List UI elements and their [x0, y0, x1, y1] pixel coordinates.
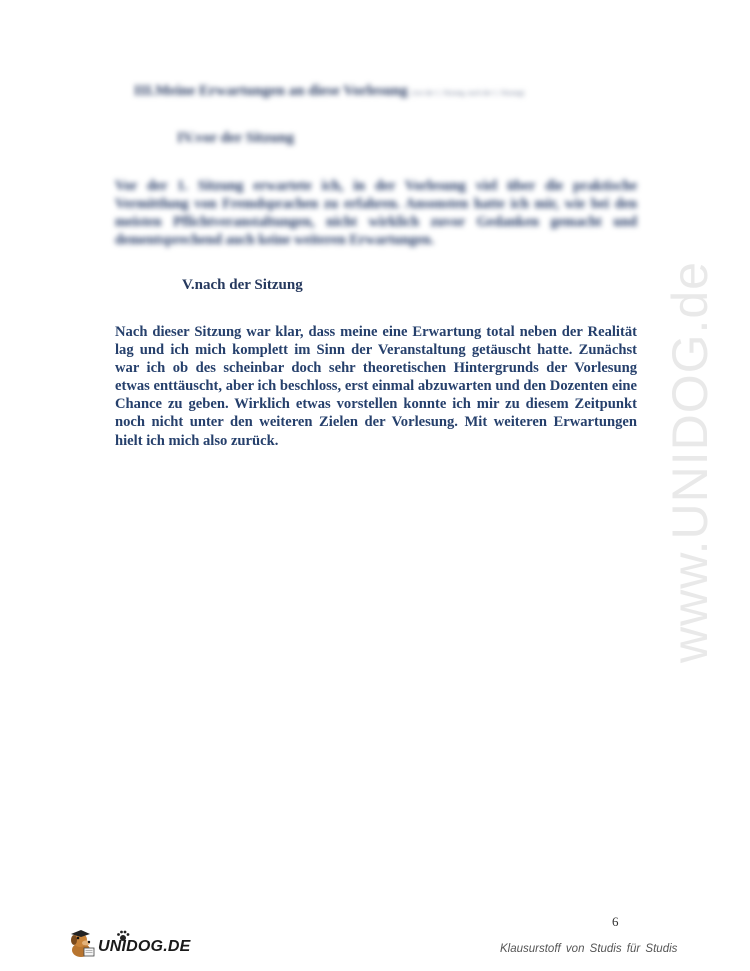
section-heading-iv: IV.vor der Sitzung [177, 130, 295, 146]
logo-text: UNIDOG.DE [98, 938, 191, 955]
section-heading-iii [134, 83, 614, 100]
section-heading-iii-title: III.Meine Erwartungen an diese Vorlesung [134, 83, 408, 99]
paragraph-before-session: Vor der 1. Sitzung erwartete ich, in der Vorlesung viel über die praktische Vermittlung von Fremdsprachen zu erfahren. Ansonsten hatte ich mir, wie bei den meisten Pflichtveranstaltungen, nicht wirklich zuvor Gedanken gemacht und dementsprechend auch keine weiteren Erwartungen. [115, 178, 637, 248]
section-heading-iii-note: (vor der 1. Sitzung, nach der 1. Sitzung) [411, 89, 525, 97]
watermark: www.UNIDOG.de [662, 261, 718, 663]
footer-tagline: Klausurstoff von Studis für Studis [500, 943, 678, 955]
unidog-logo [66, 928, 191, 962]
paragraph-after-session: Nach dieser Sitzung war klar, dass meine eine Erwartung total neben der Realität lag und ich mich komplett im Sinn der Veranstaltung getäuscht hatte. Zunächst war ich ob des scheinbar doch sehr theoretischen Hintergrunds der Vorlesung etwas enttäuscht, aber ich beschloss, erst einmal abzuwarten und den Dozenten eine Chance zu geben. Wirklich etwas vorstellen konnte ich mir zu diesem Zeitpunkt noch nicht unter den weiteren Zielen der Vorlesung. Mit weiteren Erwartungen hielt ich mich also zurück. [115, 324, 637, 449]
page-number: 6 [612, 914, 619, 929]
section-heading-v: V.nach der Sitzung [182, 277, 303, 293]
dog-mascot-icon [66, 928, 100, 962]
